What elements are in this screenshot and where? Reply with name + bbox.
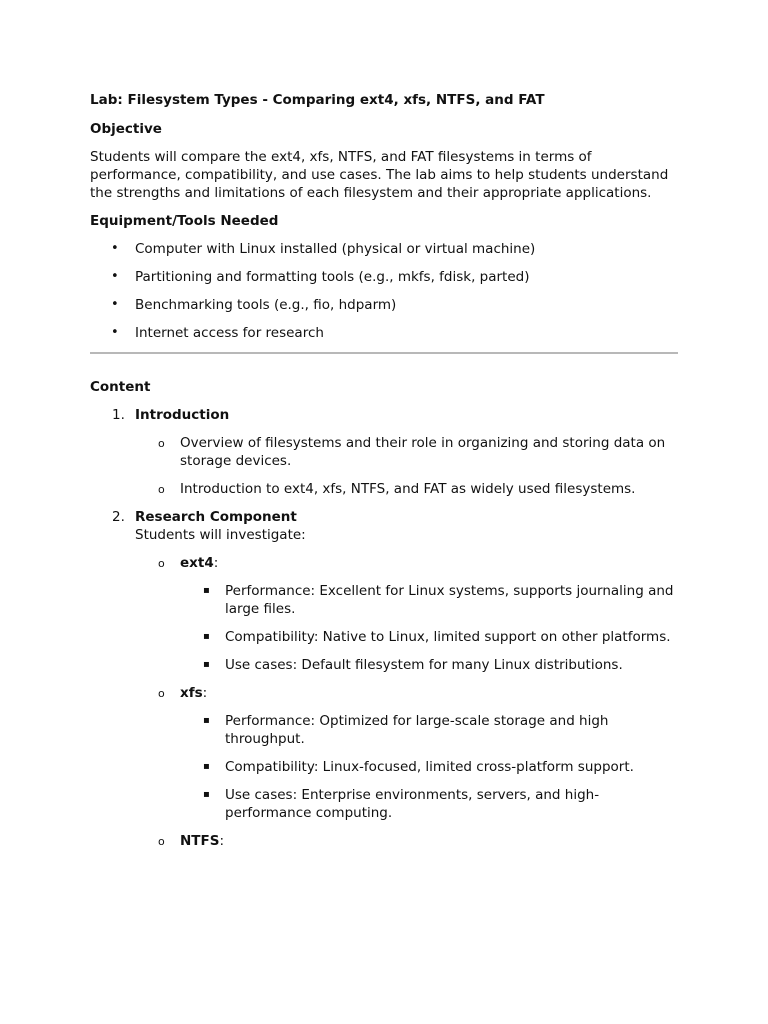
- ext4-label: ext4: [180, 555, 214, 571]
- list-item: [90, 582, 680, 618]
- research-label: Research Component: [135, 509, 297, 525]
- list-item: [90, 480, 680, 498]
- list-item: [90, 268, 680, 286]
- square-bullet-icon: ▪: [203, 585, 210, 596]
- intro-label: Introduction: [135, 407, 230, 423]
- equipment-heading: Equipment/Tools Needed: [90, 213, 279, 229]
- intro-item: [90, 406, 680, 424]
- list-item: [90, 628, 680, 646]
- list-item: [90, 758, 680, 776]
- ntfs-label: NTFS: [180, 833, 220, 849]
- list-item: [90, 296, 680, 314]
- circle-bullet-icon: o: [158, 835, 165, 848]
- square-bullet-icon: ▪: [203, 631, 210, 642]
- bullet-icon: •: [111, 325, 119, 340]
- square-bullet-icon: ▪: [203, 761, 210, 772]
- list-item-text: Benchmarking tools (e.g., fio, hdparm): [135, 297, 397, 313]
- research-item: [90, 508, 680, 544]
- section-divider: [90, 352, 678, 354]
- objective-heading: Objective: [90, 121, 162, 137]
- circle-bullet-icon: o: [158, 557, 165, 570]
- list-item-text: Use cases: Enterprise environments, servers, and high-performance computing.: [225, 787, 600, 821]
- xfs-item: o xfs:: [158, 685, 208, 701]
- list-number: 2.: [112, 509, 125, 525]
- square-bullet-icon: ▪: [203, 659, 210, 670]
- content-heading: Content: [90, 379, 151, 395]
- circle-bullet-icon: o: [158, 483, 165, 496]
- list-item-text: Performance: Optimized for large-scale storage and high throughput.: [225, 713, 609, 747]
- list-item-text: Introduction to ext4, xfs, NTFS, and FAT as widely used filesystems.: [180, 481, 636, 497]
- equipment-list: [90, 240, 680, 342]
- list-item-text: Internet access for research: [135, 325, 324, 341]
- xfs-label: xfs: [180, 685, 203, 701]
- list-number: 1.: [112, 407, 125, 423]
- list-item-text: Compatibility: Linux-focused, limited cross-platform support.: [225, 759, 634, 775]
- bullet-icon: •: [111, 241, 119, 256]
- bullet-icon: •: [111, 297, 119, 312]
- page-title: Lab: Filesystem Types - Comparing ext4, xfs, NTFS, and FAT: [90, 92, 545, 108]
- list-item: [90, 434, 680, 470]
- list-item: [90, 324, 680, 342]
- objective-text: Students will compare the ext4, xfs, NTFS, and FAT filesystems in terms of performance, compatibility, and use cases. The lab aims to help students understand the strengths and limitations of each filesystem and their appropriate applications.: [90, 149, 669, 201]
- circle-bullet-icon: o: [158, 687, 165, 700]
- square-bullet-icon: ▪: [203, 715, 210, 726]
- circle-bullet-icon: o: [158, 437, 165, 450]
- list-item-text: Overview of filesystems and their role in organizing and storing data on storage devices.: [180, 435, 666, 469]
- list-item: [90, 712, 680, 748]
- list-item: [90, 786, 680, 822]
- list-item-text: Compatibility: Native to Linux, limited support on other platforms.: [225, 629, 671, 645]
- list-item: [90, 240, 680, 258]
- ext4-item: o ext4:: [158, 555, 219, 571]
- list-item-text: Partitioning and formatting tools (e.g., mkfs, fdisk, parted): [135, 269, 530, 285]
- research-lead: Students will investigate:: [135, 527, 306, 543]
- list-item-text: Computer with Linux installed (physical or virtual machine): [135, 241, 536, 257]
- document-page: [90, 91, 680, 860]
- bullet-icon: •: [111, 269, 119, 284]
- list-item-text: Performance: Excellent for Linux systems, supports journaling and large files.: [225, 583, 674, 617]
- square-bullet-icon: ▪: [203, 789, 210, 800]
- ntfs-item: o NTFS:: [158, 833, 225, 849]
- list-item: [90, 656, 680, 674]
- list-item-text: Use cases: Default filesystem for many Linux distributions.: [225, 657, 623, 673]
